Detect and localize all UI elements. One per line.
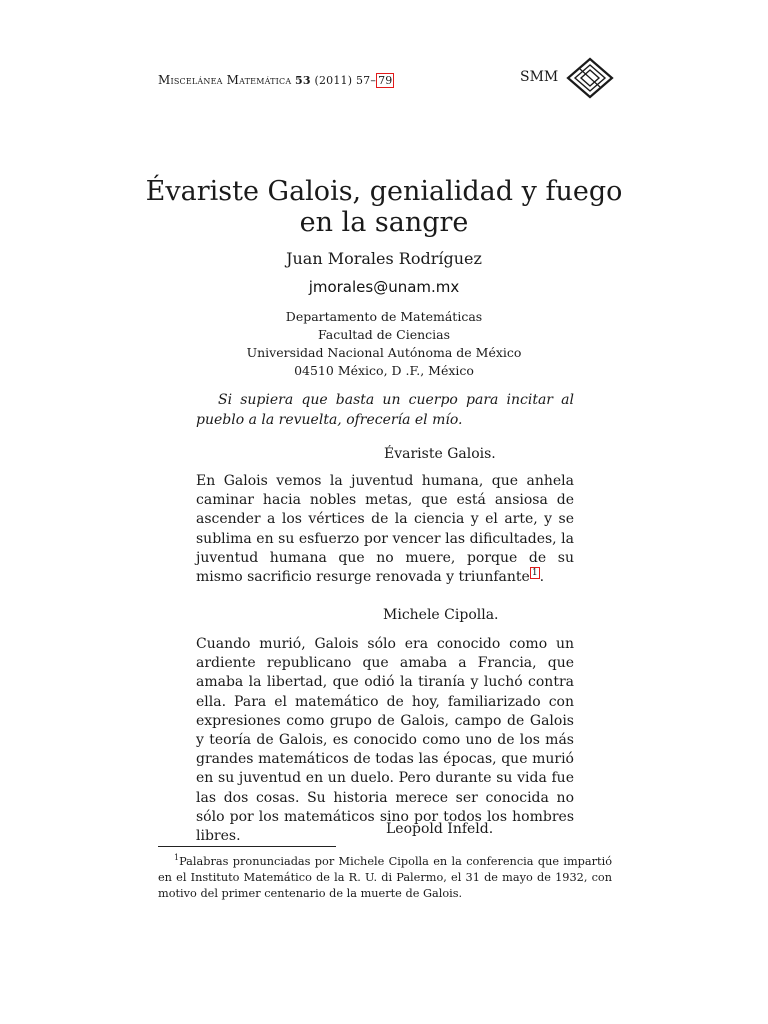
- pages-end-link[interactable]: 79: [378, 74, 393, 87]
- affiliation: [0, 308, 768, 380]
- smm-logo-icon: [566, 57, 614, 99]
- epigraph-attribution: Évariste Galois.: [384, 446, 496, 462]
- affiliation-line: Universidad Nacional Autónoma de México: [246, 345, 522, 360]
- footnote-rule: [158, 846, 336, 847]
- affiliation-line: Departamento de Matemáticas: [285, 309, 483, 324]
- quote-infeld-attribution: Leopold Infeld.: [386, 821, 494, 837]
- quote-cipolla: [196, 472, 574, 587]
- footnote: [158, 850, 612, 902]
- journal-year: (2011): [314, 74, 353, 87]
- article-title: [0, 176, 768, 238]
- footnote-text: Palabras pronunciadas por Michele Cipolla en la conferencia que impartió en el Instituto Matemático de la R. U. di Palermo, el 31 de mayo de 1932, con motivo del primer centenario de la muerte de Galois.: [158, 854, 612, 900]
- affiliation-line: 04510 México, D .F., México: [294, 363, 474, 378]
- title-line-2: en la sangre: [299, 207, 469, 238]
- quote-cipolla-text: En Galois vemos la juventud humana, que anhela caminar hacia nobles metas, que está ansiosa de ascender a los vértices de la ciencia y el arte, y se sublima en su esfuerzo por vencer las dificultades, la juventud humana que no muere, porque de su mismo sacrificio resurge renovada y triunfante: [196, 473, 574, 586]
- affiliation-line: Facultad de Ciencias: [317, 327, 451, 342]
- title-line-1: Évariste Galois, genialidad y fuego: [145, 176, 623, 207]
- quote-infeld: Cuando murió, Galois sólo era conocido como un ardiente republicano que amaba a Francia, que amaba la libertad, que odió la tiranía y luchó contra ella. Para el matemático de hoy, familiarizado con expresiones como grupo de Galois, campo de Galois y teoría de Galois, es conocido como uno de los más grandes matemáticos de todas las épocas, que murió en su juventud en un duelo. Pero durante su vida fue las dos cosas. Su historia merece ser conocida no sólo por los matemáticos sino por todos los hombres libres.: [196, 636, 574, 845]
- author-email-link[interactable]: jmorales@unam.mx: [308, 278, 460, 296]
- pages-start: 57–: [355, 74, 377, 87]
- society-name: SMM: [520, 69, 559, 85]
- author-name: Juan Morales Rodríguez: [286, 249, 482, 268]
- quote-cipolla-attribution: Michele Cipolla.: [383, 607, 499, 623]
- quote-cipolla-end: .: [539, 569, 545, 586]
- footnote-ref-link[interactable]: 1: [531, 568, 538, 579]
- footnote-mark: 1: [174, 853, 180, 862]
- epigraph-text: Si supiera que basta un cuerpo para incitar al pueblo a la revuelta, ofrecería el mío.: [196, 392, 574, 428]
- journal-header: [158, 73, 394, 87]
- journal-volume: 53: [295, 74, 311, 87]
- journal-name: Miscelánea Matemática: [158, 73, 292, 87]
